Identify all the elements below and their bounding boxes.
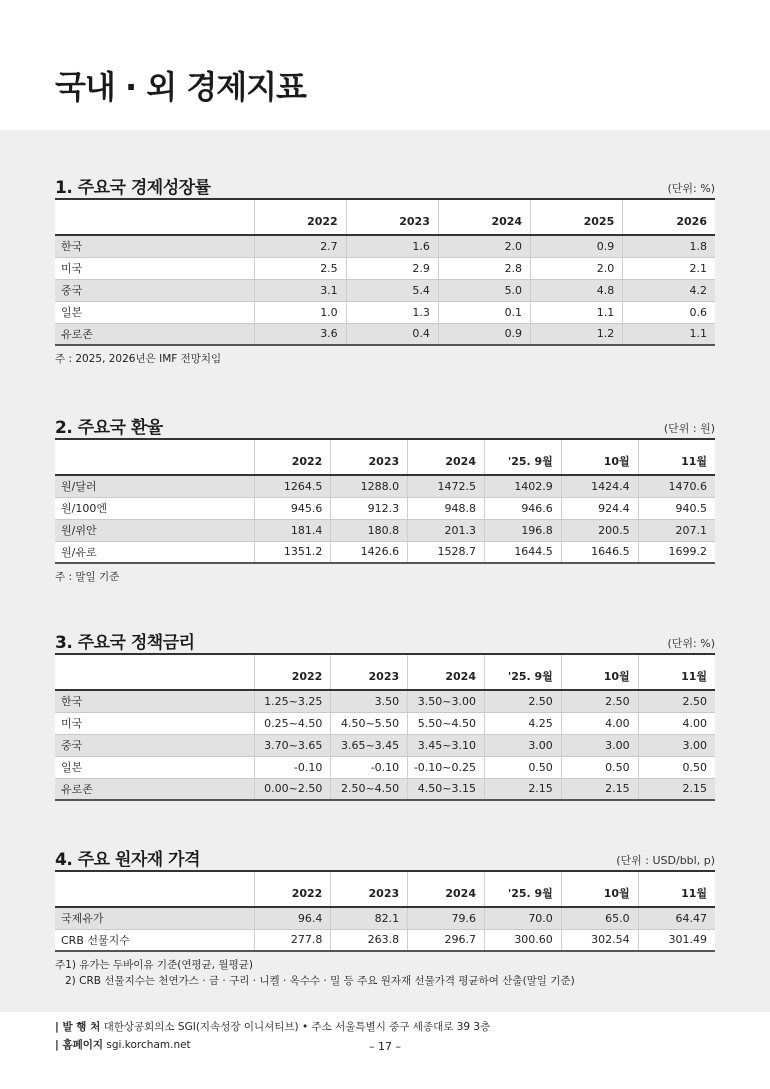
table-cell: 1.1 (531, 301, 623, 323)
column-header: 11월 (638, 439, 715, 475)
row-label: 원/100엔 (55, 497, 254, 519)
table-cell: 2.0 (438, 235, 530, 257)
table-cell: 180.8 (331, 519, 408, 541)
page-title: 국내 · 외 경제지표 (55, 68, 306, 106)
table-note: 주 : 말일 기준 (55, 571, 120, 583)
table-cell: 1424.4 (561, 475, 638, 497)
section-title: 1. 주요국 경제성장률 (55, 178, 211, 198)
table-row (55, 690, 715, 712)
table-cell: 2.5 (254, 257, 346, 279)
column-header (55, 871, 254, 907)
table-cell: 2.50 (638, 690, 715, 712)
table-cell: 1.1 (623, 323, 715, 345)
table-cell: 3.70~3.65 (254, 734, 331, 756)
table-row (55, 235, 715, 257)
table-header-row (55, 439, 715, 475)
table-cell: 64.47 (638, 907, 715, 929)
footer-homepage-link[interactable]: sgi.korcham.net (106, 1039, 191, 1051)
table-cell: 2.50 (561, 690, 638, 712)
column-header: 11월 (638, 871, 715, 907)
table-cell: -0.10 (254, 756, 331, 778)
section-title: 4. 주요 원자재 가격 (55, 850, 200, 870)
table-cell: 1.3 (346, 301, 438, 323)
table-cell: 201.3 (408, 519, 485, 541)
table-cell: 948.8 (408, 497, 485, 519)
table-cell: 1470.6 (638, 475, 715, 497)
table-cell: 3.1 (254, 279, 346, 301)
table-cell: 4.50~5.50 (331, 712, 408, 734)
table-cell: 2.1 (623, 257, 715, 279)
row-label: 국제유가 (55, 907, 254, 929)
column-header: 2023 (331, 654, 408, 690)
table-cell: 1.6 (346, 235, 438, 257)
column-header: 2025 (531, 199, 623, 235)
table-cell: 1.2 (531, 323, 623, 345)
table-row (55, 301, 715, 323)
column-header: '25. 9월 (484, 439, 561, 475)
table-cell: 3.65~3.45 (331, 734, 408, 756)
growth-rate-table (55, 198, 715, 346)
commodity-price-table (55, 870, 715, 952)
column-header: 2022 (254, 439, 331, 475)
table-row (55, 323, 715, 345)
footer-publisher-label: | 발 행 처 (55, 1021, 101, 1033)
table-cell: 277.8 (254, 929, 331, 951)
column-header: 2022 (254, 871, 331, 907)
table-cell: 3.00 (561, 734, 638, 756)
table-cell: 4.00 (561, 712, 638, 734)
table-row (55, 257, 715, 279)
table-cell: 196.8 (484, 519, 561, 541)
table-row (55, 778, 715, 800)
footer-homepage-label: | 홈페이지 (55, 1039, 104, 1051)
table-cell: 2.50 (484, 690, 561, 712)
column-header: 2024 (408, 654, 485, 690)
table-cell: 0.50 (638, 756, 715, 778)
table-row (55, 907, 715, 929)
column-header: 2022 (254, 654, 331, 690)
table-cell: 4.50~3.15 (408, 778, 485, 800)
table-cell: 2.15 (484, 778, 561, 800)
table-cell: 1644.5 (484, 541, 561, 563)
table-cell: 0.25~4.50 (254, 712, 331, 734)
column-header (55, 199, 254, 235)
table-cell: 296.7 (408, 929, 485, 951)
table-row (55, 929, 715, 951)
row-label: 일본 (55, 301, 254, 323)
table-cell: 1402.9 (484, 475, 561, 497)
table-cell: 3.50 (331, 690, 408, 712)
table-cell: 181.4 (254, 519, 331, 541)
table-cell: 5.0 (438, 279, 530, 301)
row-label: 미국 (55, 257, 254, 279)
table-cell: 0.00~2.50 (254, 778, 331, 800)
footer-publisher: 대한상공회의소 SGI(지속성장 이니셔티브) • 주소 서울특별시 중구 세종대로 39 3층 (103, 1021, 491, 1033)
column-header: 11월 (638, 654, 715, 690)
table-row (55, 756, 715, 778)
row-label: 유로존 (55, 778, 254, 800)
table-header-row (55, 199, 715, 235)
table-cell: -0.10 (331, 756, 408, 778)
table-cell: 3.00 (484, 734, 561, 756)
column-header (55, 439, 254, 475)
table-note: 2) CRB 선물지수는 천연가스 · 금 · 구리 · 니켈 · 옥수수 · 밀 등 주요 원자재 선물가격 평균하여 산출(말일 기준) (65, 975, 575, 987)
table-cell: 1528.7 (408, 541, 485, 563)
column-header (55, 654, 254, 690)
section-unit: (단위 : 원) (663, 422, 715, 435)
column-header: 10월 (561, 871, 638, 907)
table-row (55, 712, 715, 734)
table-cell: 0.50 (561, 756, 638, 778)
table-row (55, 497, 715, 519)
table-cell: 1288.0 (331, 475, 408, 497)
column-header: '25. 9월 (484, 654, 561, 690)
table-cell: 4.25 (484, 712, 561, 734)
table-cell: 1.0 (254, 301, 346, 323)
row-label: 한국 (55, 690, 254, 712)
table-cell: 2.15 (638, 778, 715, 800)
table-cell: 263.8 (331, 929, 408, 951)
table-note: 주1) 유가는 두바이유 기준(연평균, 월평균) (55, 959, 253, 971)
table-row (55, 279, 715, 301)
table-cell: 2.9 (346, 257, 438, 279)
table-cell: 0.9 (438, 323, 530, 345)
section-unit: (단위: %) (667, 637, 715, 650)
table-cell: 5.50~4.50 (408, 712, 485, 734)
table-cell: 946.6 (484, 497, 561, 519)
column-header: 2023 (331, 439, 408, 475)
table-cell: 82.1 (331, 907, 408, 929)
table-cell: 1646.5 (561, 541, 638, 563)
row-label: 유로존 (55, 323, 254, 345)
table-cell: 1426.6 (331, 541, 408, 563)
row-label: 중국 (55, 279, 254, 301)
table-cell: 300.60 (484, 929, 561, 951)
table-cell: 0.1 (438, 301, 530, 323)
table-cell: 3.45~3.10 (408, 734, 485, 756)
table-cell: -0.10~0.25 (408, 756, 485, 778)
table-cell: 302.54 (561, 929, 638, 951)
section-exchange-rate (55, 412, 715, 585)
row-label: 원/달러 (55, 475, 254, 497)
table-row (55, 519, 715, 541)
table-cell: 1699.2 (638, 541, 715, 563)
table-cell: 4.8 (531, 279, 623, 301)
table-row (55, 541, 715, 563)
table-cell: 945.6 (254, 497, 331, 519)
table-cell: 1351.2 (254, 541, 331, 563)
column-header: 2023 (331, 871, 408, 907)
table-header-row (55, 871, 715, 907)
page-number: – 17 – (369, 1040, 401, 1053)
table-cell: 79.6 (408, 907, 485, 929)
column-header: 2024 (408, 871, 485, 907)
table-cell: 207.1 (638, 519, 715, 541)
table-cell: 940.5 (638, 497, 715, 519)
table-cell: 3.50~3.00 (408, 690, 485, 712)
table-cell: 0.6 (623, 301, 715, 323)
table-cell: 4.00 (638, 712, 715, 734)
section-policy-rate (55, 627, 715, 801)
row-label: 미국 (55, 712, 254, 734)
column-header: 2024 (408, 439, 485, 475)
row-label: 원/유로 (55, 541, 254, 563)
section-title: 3. 주요국 정책금리 (55, 633, 195, 653)
column-header: 10월 (561, 654, 638, 690)
table-cell: 2.8 (438, 257, 530, 279)
table-cell: 2.50~4.50 (331, 778, 408, 800)
table-note: 주 : 2025, 2026년은 IMF 전망치임 (55, 353, 222, 365)
column-header: 2022 (254, 199, 346, 235)
table-cell: 1.8 (623, 235, 715, 257)
table-row (55, 734, 715, 756)
table-cell: 3.00 (638, 734, 715, 756)
table-cell: 924.4 (561, 497, 638, 519)
row-label: 한국 (55, 235, 254, 257)
table-header-row (55, 654, 715, 690)
column-header: 10월 (561, 439, 638, 475)
table-cell: 2.0 (531, 257, 623, 279)
table-cell: 65.0 (561, 907, 638, 929)
section-growth-rate (55, 172, 715, 367)
column-header: 2023 (346, 199, 438, 235)
row-label: 일본 (55, 756, 254, 778)
section-unit: (단위 : USD/bbl, p) (616, 854, 715, 867)
row-label: 중국 (55, 734, 254, 756)
row-label: 원/위안 (55, 519, 254, 541)
table-cell: 0.50 (484, 756, 561, 778)
table-cell: 1264.5 (254, 475, 331, 497)
table-cell: 912.3 (331, 497, 408, 519)
table-cell: 2.15 (561, 778, 638, 800)
table-cell: 4.2 (623, 279, 715, 301)
policy-rate-table (55, 653, 715, 801)
table-cell: 301.49 (638, 929, 715, 951)
table-cell: 1.25~3.25 (254, 690, 331, 712)
column-header: 2024 (438, 199, 530, 235)
section-unit: (단위: %) (667, 182, 715, 195)
table-cell: 200.5 (561, 519, 638, 541)
row-label: CRB 선물지수 (55, 929, 254, 951)
table-cell: 96.4 (254, 907, 331, 929)
table-cell: 2.7 (254, 235, 346, 257)
section-commodity-price (55, 844, 715, 989)
column-header: 2026 (623, 199, 715, 235)
table-cell: 70.0 (484, 907, 561, 929)
footer-publisher-line (55, 1018, 715, 1036)
table-cell: 0.9 (531, 235, 623, 257)
table-cell: 0.4 (346, 323, 438, 345)
table-cell: 5.4 (346, 279, 438, 301)
table-cell: 3.6 (254, 323, 346, 345)
table-row (55, 475, 715, 497)
table-cell: 1472.5 (408, 475, 485, 497)
column-header: '25. 9월 (484, 871, 561, 907)
section-title: 2. 주요국 환율 (55, 418, 163, 438)
exchange-rate-table (55, 438, 715, 564)
